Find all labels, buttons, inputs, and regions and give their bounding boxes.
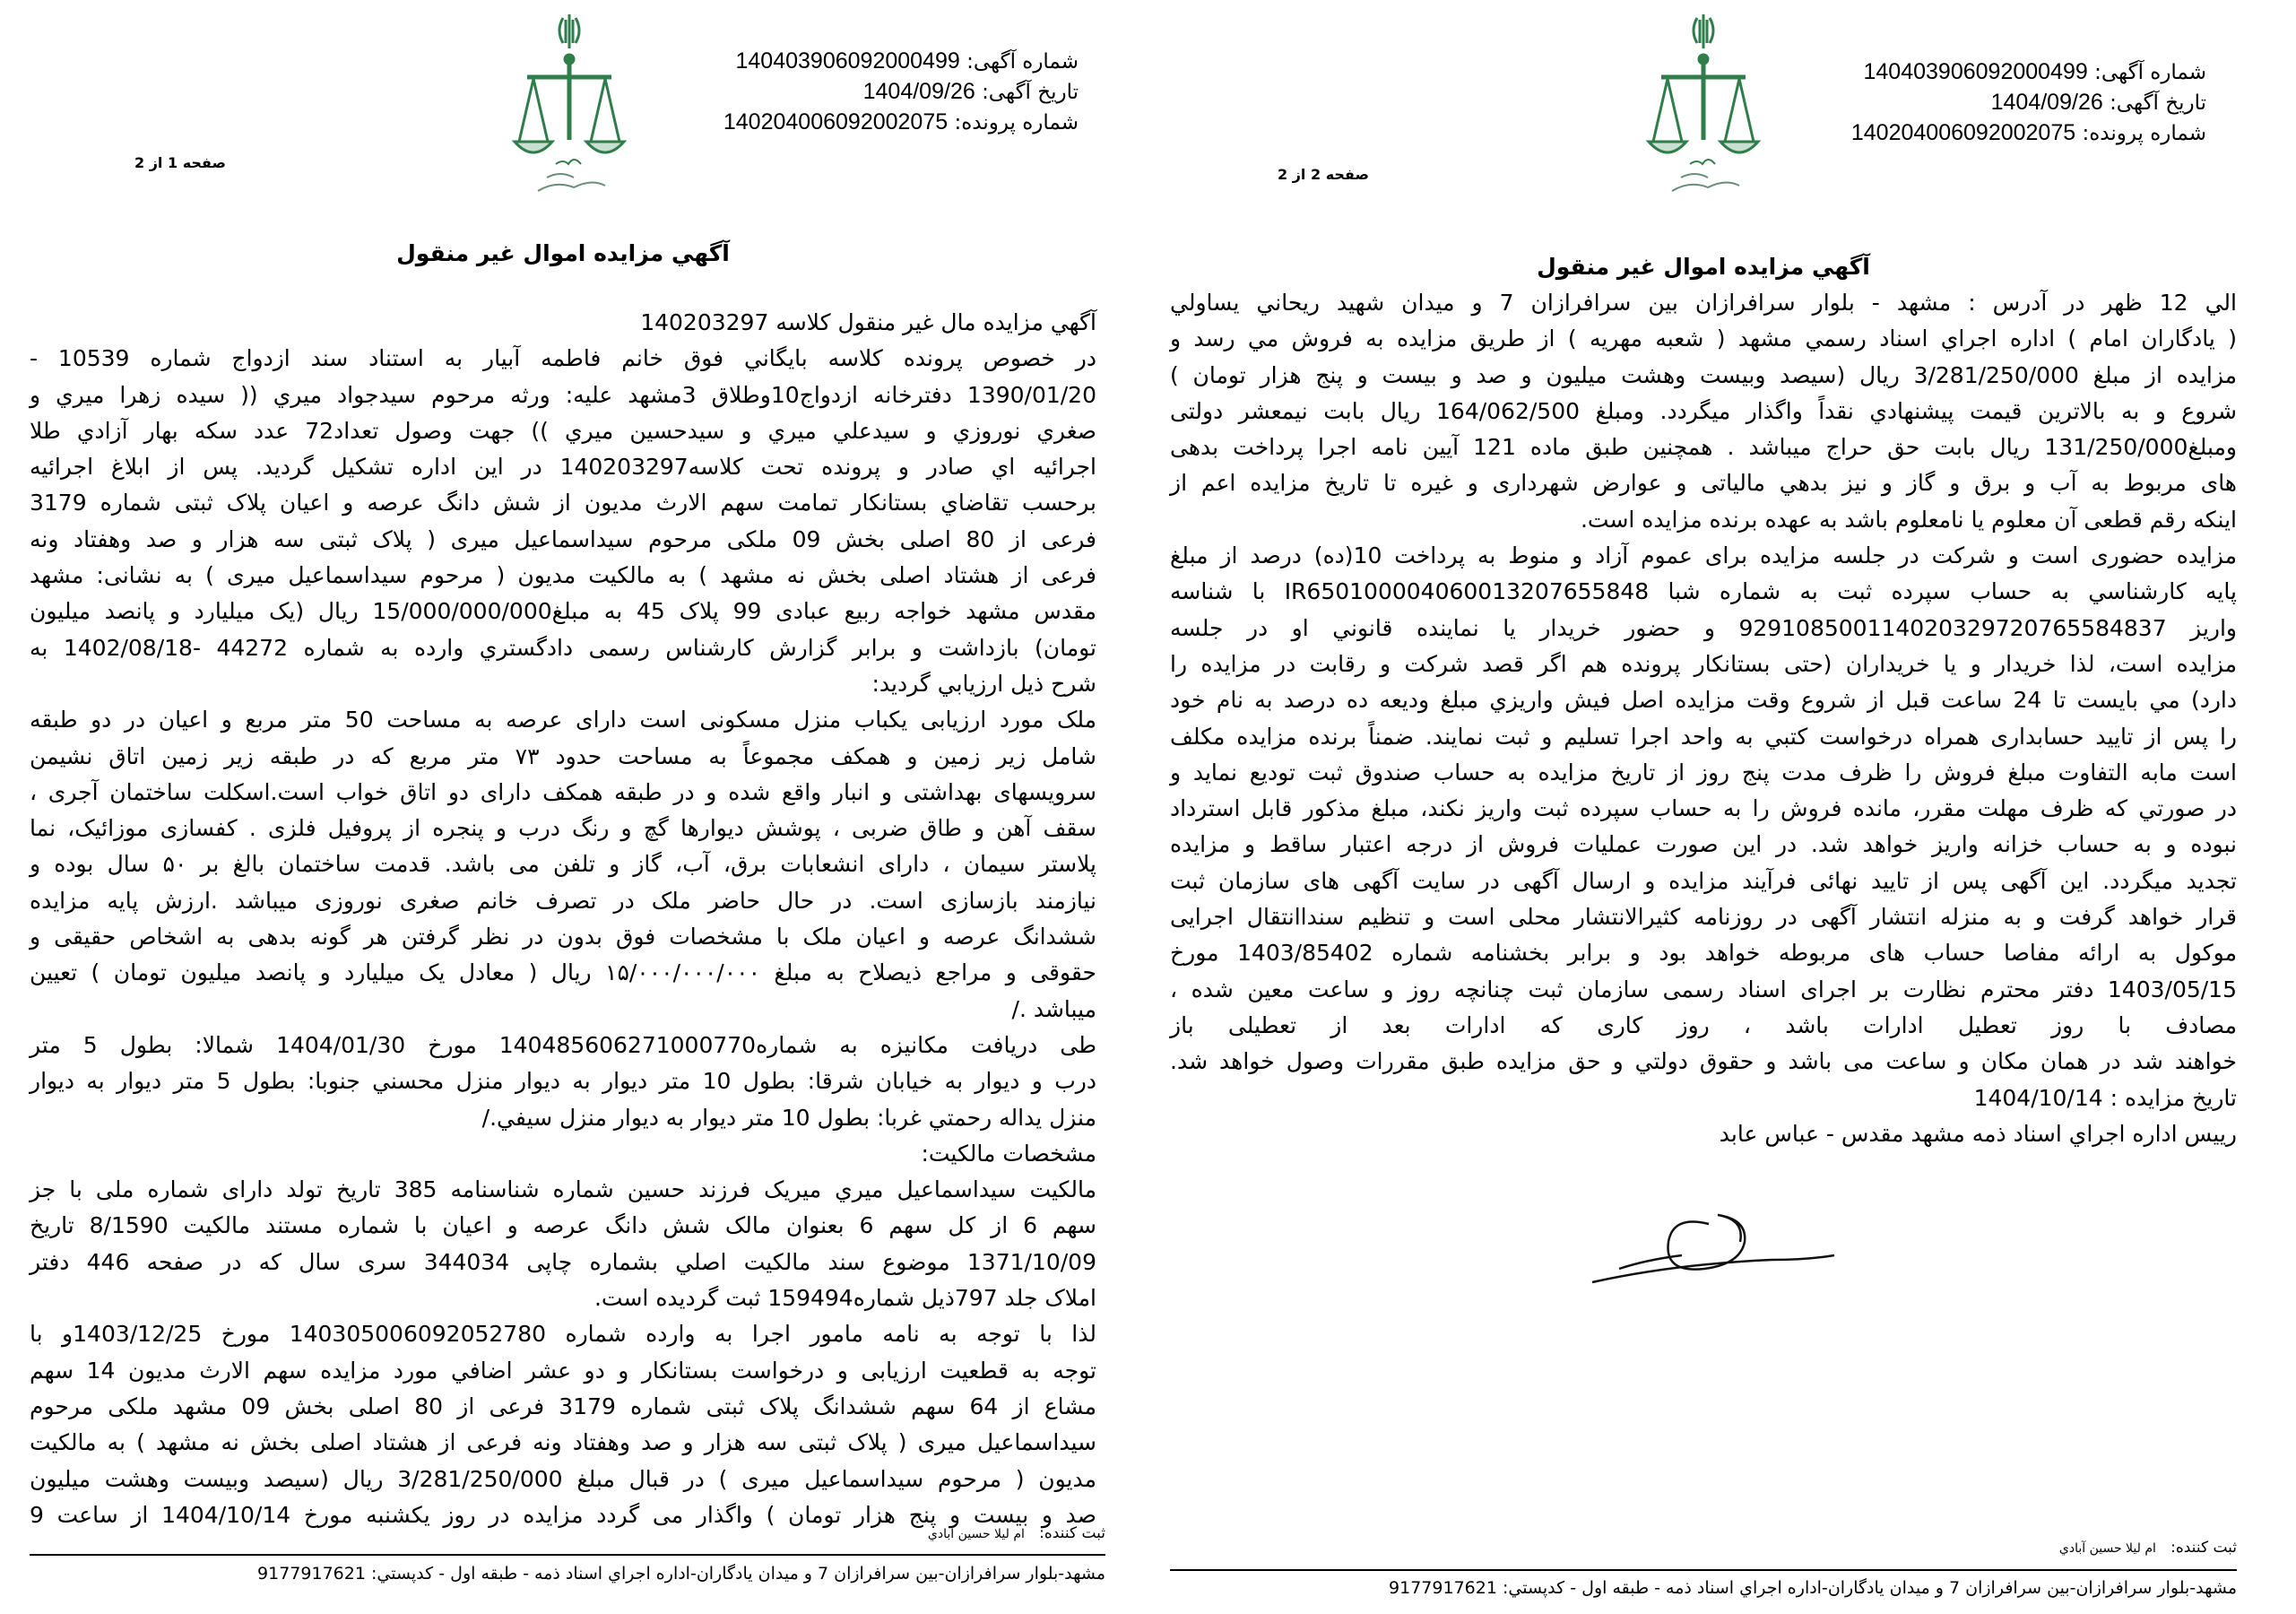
notice-date-row — [1851, 88, 2206, 118]
notice-date-value: 1404/09/26 — [862, 79, 975, 104]
body-line: لذا با توجه به نامه مامور اجرا به وارده شماره 140305006092052780 مورخ 1403/12/25و با — [30, 1321, 1096, 1348]
body-line: آگهي مزايده مال غير منقول کلاسه 140203297 — [640, 309, 1096, 335]
body-line: مديون ( مرحوم سيداسماعيل ميری ) در قبال مبلغ 3/281/250/000 ريال (سيصد وبيست وهشت ميليون — [30, 1465, 1097, 1492]
body-line: موکول به ارائه مفاصا حساب های مربوطه خواهد بود و برابر بخشنامه شماره 1403/85402 مورخ — [1170, 940, 2237, 967]
body-line: رييس اداره اجراي اسناد ذمه مشهد مقدس - عباس عابد — [1719, 1120, 2237, 1147]
body-line: تاريخ مزايده : 1404/10/14 — [1973, 1084, 2237, 1111]
body-line: 1371/10/09 موضوع سند مالکيت اصلي بشماره چاپی 344034 سری سال که در صفحه 446 دفتر — [30, 1248, 1096, 1275]
footer-divider — [30, 1554, 1105, 1556]
body-line: تجديد ميگردد. اين آگهی پس از تاييد نهائی فرآيند مزايده و ارسال آگهی در سايت آگهی های سازمان ثبت — [1170, 867, 2237, 894]
body-line: درب و ديوار به خيابان شرقا: بطول 10 متر ديوار به ديوار منزل محسني جنوبا: بطول 5 متر ديوار به ديوار — [30, 1068, 1096, 1095]
notice-number-value: 140403906092000499 — [735, 48, 960, 74]
body-line: پايه کارشناسي به حساب سپرده ثبت به شماره شبا IR650100004060013207655848 با شناسه — [1170, 578, 2237, 605]
body-line: ملک مورد ارزيابی يکباب منزل مسکونی است دارای عرصه به مساحت 50 متر مربع و اعيان در دو طبقه — [30, 707, 1096, 733]
body-line: در صورتي که ظرف مهلت مقرر، مانده فروش را به حساب سپرده ثبت واريز نکند، مبلغ مذکور قابل استرداد — [1170, 795, 2237, 822]
body-line: اجرائيه اي صادر و پرونده تحت کلاسه140203297 در اين اداره تشکيل گرديد. پس از ابلاغ اجرائيه — [30, 454, 1097, 481]
notice-header — [1851, 57, 2206, 149]
file-number-value: 140204006092002075 — [723, 109, 949, 134]
notice-number-row — [723, 47, 1079, 77]
body-line: ومبلغ131/250/000 ريال بابت حق حراج ميباشد . همچنين طبق ماده 121 آيين نامه اجرا پرداخت بدهی — [1170, 434, 2237, 461]
body-line: شامل زير زمين و همکف مجموعاً به مساحت حدود ۷۳ متر مربع که در طبقه زير زمين اتاق نشيمن — [30, 742, 1096, 769]
body-line: دارد) مي بايست تا 24 ساعت قبل از شروع وقت مزايده اصل فيش واريزي مبلغ وديعه ده درصد به نام خود — [1170, 687, 2237, 714]
body-line: مصادف با روز تعطيل ادارات باشد ، روز کاری که ادارات بعد از تعطيلی باز — [1170, 1011, 2237, 1038]
body-line: سقف آهن و طاق ضربی ، پوشش ديوارها گچ و رنگ درب و پنجره از پروفيل فلزی . کفسازی موزائيک، نما — [30, 815, 1096, 842]
body-line: واريز 929108500114020329720765584837 و حضور خريدار يا نماينده قانوني او در جلسه — [1170, 614, 2237, 641]
body-line: را پس از تاييد حسابداری همراه درخواست کتبي به واحد اجرا تسليم و ثبت نمايند. ضمناً برنده مزايده مکلف — [1170, 723, 2237, 750]
notice-date-label: تاریخ آگهی: — [982, 81, 1079, 104]
body-line: شرح ذيل ارزيابي گرديد: — [871, 670, 1096, 697]
body-line: قرار خواهد گرفت و به منزله انتشار آگهی در روزنامه کثيرالانتشار محلی است و تنظيم سنداانتقال اجرايی — [1170, 904, 2237, 931]
body-line: مقدس مشهد خواجه ربيع عبادی 99 پلاک 45 به مبلغ15/000/000/000 ريال (يک ميليارد و پانصد ميليون — [30, 598, 1096, 625]
body-line: مزايده است، لذا خريدار و يا خريداران (حتی بستانکار پرونده هم اگر قصد شرکت و رقابت در مزايده را — [1170, 650, 2237, 677]
registrar-label: ثبت کننده: — [2170, 1539, 2237, 1557]
body-line: املاک جلد 797ذيل شماره159494 ثبت گرديده است. — [593, 1285, 1096, 1312]
registrar — [2059, 1539, 2237, 1557]
page-number: صفحه 1 از 2 — [134, 154, 226, 171]
body-line: 1390/01/20 دفترخانه ازدواج10وطلاق 3مشهد عليه: ورثه مرحوم سيدجواد ميري (( سيده زهرا ميري و — [30, 381, 1096, 408]
body-line: صغري نوروزي و سيدعلي ميري و سيدحسين ميري )) جهت وصول تعداد72 عدد سکه بهار آزادي طلا — [30, 417, 1097, 444]
body-line: صد و بيست و پنج هزار تومان ) واگذار می گردد مزايده در روز يکشنبه مورخ 1404/10/14 از ساعت 9 — [30, 1501, 1097, 1528]
notice-date-label: تاریخ آگهی: — [2110, 91, 2206, 115]
notice-body — [30, 305, 1096, 1533]
body-line: سهم 6 از کل سهم 6 بعنوان مالک شش دانگ عرصه و اعيان با شماره مستند مالکيت 8/1590 تاريخ — [30, 1212, 1096, 1239]
file-number-row — [723, 108, 1079, 138]
body-line: مشاع از 64 سهم ششدانگ پلاک ثبتی شماره 3179 فرعی از 80 اصلی بخش 09 مشهد ملکی مرحوم — [30, 1393, 1096, 1419]
body-line: برحسب تقاضاي بستانکار تمامت سهم الارث مديون از شش دانگ عرصه و اعيان پلاک ثبتی شماره 3179 — [30, 490, 1096, 516]
body-line: اينکه رقم قطعی آن معلوم يا نامعلوم باشد به عهده برنده مزايده است. — [1580, 506, 2237, 533]
notice-number-value: 140403906092000499 — [1863, 59, 2088, 84]
body-line: در خصوص پرونده کلاسه بايگاني فوق خانم فاطمه آبيار به استناد سند ازدواج شماره 10539 - — [30, 345, 1096, 372]
notice-number-row — [1851, 57, 2206, 88]
judiciary-emblem-logo — [1636, 7, 1771, 204]
body-line: خواهند شد در همان مکان و ساعت می باشد و حقوق دولتي و حق مزايده طبق مقررات وصول خواهد شد. — [1170, 1048, 2237, 1075]
registrar-label: ثبت کننده: — [1039, 1524, 1105, 1542]
body-line: نبوده و به حساب خزانه واريز خواهد شد. در اين صورت عمليات فروش از درجه اعتبار ساقط و مزايده — [1170, 831, 2237, 858]
body-line: مزايده از مبلغ 3/281/250/000 ريال (سيصد وبيست وهشت ميليون و صد و بيست و پنج هزار تومان ) — [1170, 361, 2238, 388]
body-line: مالکيت سيداسماعيل ميري ميريک فرزند حسين شماره شناسنامه 385 تاريخ تولد دارای شماره ملی با جز — [30, 1176, 1096, 1203]
body-line: سيداسماعيل ميری ( پلاک ثبتی سه هزار و صد وهفتاد ونه فرعی از هشتاد اصلی بخش نه مشهد ) به مالکيت — [30, 1429, 1096, 1456]
file-number-value: 140204006092002075 — [1850, 120, 2076, 145]
body-line: تومان) بازداشت و برابر گزارش کارشناس رسمی دادگستري وارده به شماره 44272 -1402/08/18 به — [30, 634, 1097, 661]
page-number: صفحه 2 از 2 — [1278, 166, 1369, 183]
footer-address: مشهد-بلوار سرافرازان-بين سرافرازان 7 و ميدان يادگاران-اداره اجراي اسناد ذمه - طبقه اول - کدپستي: 9177917621 — [257, 1564, 1105, 1584]
body-line: ( يادگاران امام ) اداره اجراي اسناد رسمي مشهد ( شعبه مهريه ) از طريق مزايده به فروش مي رسد و — [1170, 325, 2237, 352]
footer-address: مشهد-بلوار سرافرازان-بين سرافرازان 7 و ميدان يادگاران-اداره اجراي اسناد ذمه - طبقه اول - کدپستي: 9177917621 — [1389, 1578, 2237, 1598]
notice-header — [723, 47, 1079, 138]
notice-number-label: شماره آگهی: — [2094, 61, 2206, 84]
registrar-name: ام ليلا حسين آبادي — [2058, 1541, 2156, 1556]
body-line: فرعی از هشتاد اصلی بخش نه مشهد ) به مالکيت مديون ( مرحوم سيداسماعيل ميری ) به نشانی: مشهد — [30, 562, 1096, 589]
body-line: است مابه التفاوت مبلغ فروش را ظرف مدت پنج روز از تاريخ مزايده به حساب صندوق ثبت توديع نمايد و — [1170, 759, 2237, 785]
body-line: مشخصات مالکيت: — [921, 1140, 1096, 1167]
body-line: نيازمند بازسازی است. در حال حاضر ملک در تصرف خانم صغری نوروزی ميباشد .ارزش پايه مزايده — [30, 887, 1096, 914]
body-line: 1403/05/15 دفتر محترم نظارت بر اجرای اسناد رسمی سازمان ثبت چنانچه روز و ساعت معين شده ، — [1170, 976, 2237, 1002]
body-line: ششدانگ عرصه و اعيان ملک با مشخصات فوق بدون در نظر گرفتن هر گونه بدهی به اشخاص حقيقی و — [30, 924, 1096, 950]
notice-number-label: شماره آگهی: — [966, 50, 1079, 74]
body-line: شروع و به بالاترين قيمت پيشنهادي نقداً واگذار ميگردد. ومبلغ 164/062/500 ريال بابت نيمعشر دولتی — [1170, 397, 2238, 424]
body-line: طی دريافت مکانيزه به شماره140485606271000770 مورخ 1404/01/30 شمالا: بطول 5 متر — [30, 1031, 1097, 1058]
registrar-name: ام ليلا حسين آبادي — [927, 1527, 1025, 1541]
body-line: منزل يداله رحمتي غربا: بطول 10 متر ديوار به ديوار منزل سيفي./ — [481, 1104, 1096, 1131]
body-line: های مربوط به آب و برق و گاز و نيز بدهي مالياتی و عوارض شهرداری و غيره تا تاريخ مزايده اعم از — [1170, 470, 2237, 497]
notice-body — [1170, 285, 2237, 1152]
body-line: فرعی از 80 اصلی بخش 09 ملکی مرحوم سيداسماعيل ميری ( پلاک ثبتی سه هزار و صد وهفتاد ونه — [30, 525, 1096, 552]
body-line: ميباشد ./ — [1011, 995, 1096, 1022]
notice-date-row — [723, 77, 1079, 108]
notice-title: آگهي مزايده اموال غير منقول — [396, 240, 730, 266]
file-number-label: شماره پرونده: — [954, 111, 1079, 134]
notice-date-value: 1404/09/26 — [1990, 90, 2103, 115]
body-line: الي 12 ظهر در آدرس : مشهد - بلوار سرافرازان بين سرافرازان 7 و ميدان شهيد ريحاني يساولي — [1170, 290, 2237, 316]
file-number-label: شماره پرونده: — [2082, 122, 2206, 145]
body-line: سرويسهای بهداشتی و انبار واقع شده و در طبقه همکف دارای دو اتاق خواب است.اسکلت ساختمان آجری ، — [30, 778, 1096, 805]
judiciary-emblem-logo — [502, 7, 637, 204]
footer-divider — [1170, 1569, 2237, 1571]
body-line: حقوقی و مراجع ذيصلاح به مبلغ ۱۵/۰۰۰/۰۰۰/۰۰۰ ريال ( معادل يک ميليارد و پانصد ميليون تومان ) تعيين — [30, 959, 1097, 986]
signature — [1583, 1197, 1852, 1308]
body-line: توجه به قطعيت ارزيابی و درخواست بستانکار و دو عشر اضافي مورد مزايده سهم الارث مديون 14 سهم — [30, 1357, 1096, 1384]
body-line: پلاستر سيمان ، دارای انشعابات برق، آب، گاز و تلفن می باشد. قدمت ساختمان بالغ بر ۵۰ سال بوده و — [30, 851, 1096, 878]
notice-page-2 — [1148, 0, 2295, 1614]
notice-title: آگهي مزايده اموال غير منقول — [1537, 254, 1870, 280]
registrar — [928, 1524, 1105, 1542]
body-line: مزايده حضوری است و شرکت در جلسه مزايده برای عموم آزاد و منوط به پرداخت 10(ده) درصد از مبلغ — [1170, 542, 2237, 569]
file-number-row — [1851, 118, 2206, 149]
